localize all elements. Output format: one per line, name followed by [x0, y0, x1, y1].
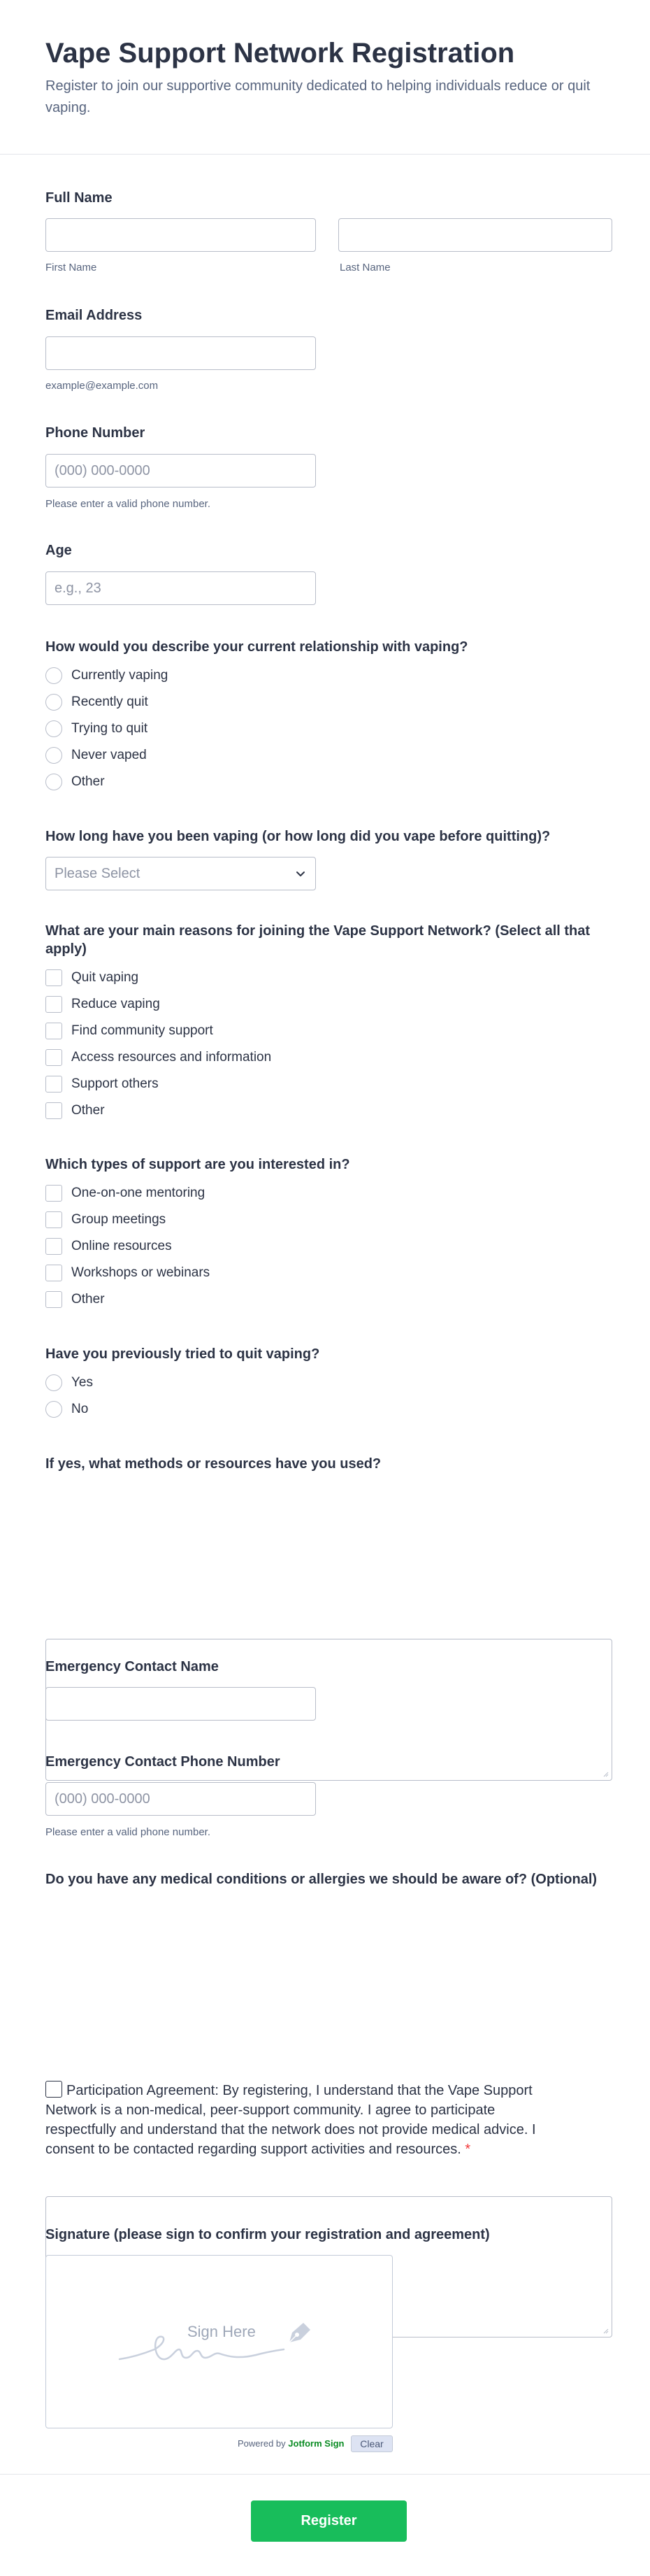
signature-clear-button[interactable]: Clear: [351, 2435, 393, 2452]
checkbox[interactable]: [45, 1211, 62, 1228]
form-header: [0, 0, 650, 155]
emergency-name-input[interactable]: [45, 1687, 316, 1721]
checkbox[interactable]: [45, 1076, 62, 1093]
checkbox[interactable]: [45, 1238, 62, 1255]
powered-prefix: Powered by: [238, 2438, 286, 2449]
powered-by: [238, 2438, 344, 2449]
option-label: Workshops or webinars: [71, 1265, 210, 1280]
checkbox[interactable]: [45, 1049, 62, 1066]
radio-button[interactable]: [45, 667, 62, 684]
resize-grip-icon[interactable]: [602, 2327, 609, 2334]
emergency-phone-input[interactable]: [45, 1782, 316, 1816]
first-name-sublabel: First Name: [45, 262, 97, 273]
reasons-label: What are your main reasons for joining the Vape Support Network? (Select all that apply): [45, 923, 591, 957]
option-label: Yes: [71, 1375, 93, 1390]
resize-grip-icon[interactable]: [602, 1770, 609, 1777]
jotform-sign-logo: Jotform Sign: [288, 2438, 345, 2449]
tried-quit-options: [45, 1369, 93, 1423]
option-label: Recently quit: [71, 695, 148, 709]
radio-option[interactable]: [45, 1369, 93, 1396]
emergency-name-label: Emergency Contact Name: [45, 1659, 219, 1674]
tried-quit-label: Have you previously tried to quit vaping?: [45, 1346, 320, 1362]
radio-button[interactable]: [45, 694, 62, 711]
footer-divider: [0, 2474, 650, 2475]
radio-option[interactable]: [45, 689, 168, 716]
phone-placeholder: (000) 000-0000: [55, 462, 150, 478]
signature-label: Signature (please sign to confirm your registration and agreement): [45, 2227, 490, 2242]
checkbox[interactable]: [45, 1023, 62, 1039]
age-label: Age: [45, 543, 72, 558]
form-subtitle: Register to join our supportive community dedicated to helping individuals reduce or quit vaping.: [45, 78, 591, 115]
relationship-label: How would you describe your current relationship with vaping?: [45, 639, 468, 655]
phone-label: Phone Number: [45, 425, 145, 441]
email-input[interactable]: [45, 336, 316, 370]
emergency-phone-placeholder: (000) 000-0000: [55, 1791, 150, 1807]
checkbox-option[interactable]: [45, 965, 271, 991]
option-label: Other: [71, 1103, 105, 1118]
checkbox-option[interactable]: [45, 1260, 210, 1286]
checkbox-option[interactable]: [45, 1286, 210, 1313]
option-label: Other: [71, 1292, 105, 1307]
radio-option[interactable]: [45, 716, 168, 742]
checkbox-option[interactable]: [45, 1097, 271, 1124]
form-title: Vape Support Network Registration: [45, 38, 515, 69]
support-types-options: [45, 1180, 210, 1313]
checkbox-option[interactable]: [45, 1233, 210, 1260]
relationship-options: [45, 662, 168, 795]
checkbox[interactable]: [45, 1185, 62, 1202]
radio-button[interactable]: [45, 747, 62, 764]
last-name-input[interactable]: [338, 218, 612, 252]
last-name-sublabel: Last Name: [340, 262, 391, 273]
option-label: Find community support: [71, 1023, 213, 1038]
option-label: No: [71, 1402, 89, 1416]
option-label: Currently vaping: [71, 668, 168, 683]
radio-button[interactable]: [45, 774, 62, 790]
option-label: Trying to quit: [71, 721, 148, 736]
phone-sublabel: Please enter a valid phone number.: [45, 498, 210, 510]
option-label: Group meetings: [71, 1212, 166, 1227]
emergency-phone-label: Emergency Contact Phone Number: [45, 1754, 280, 1770]
checkbox[interactable]: [45, 1265, 62, 1281]
option-label: Quit vaping: [71, 970, 139, 985]
medical-label: Do you have any medical conditions or allergies we should be aware of? (Optional): [45, 1872, 598, 1887]
checkbox-option[interactable]: [45, 1180, 210, 1207]
checkbox-option[interactable]: [45, 1071, 271, 1097]
duration-label: How long have you been vaping (or how long did you vape before quitting)?: [45, 829, 551, 844]
radio-option[interactable]: [45, 742, 168, 769]
checkbox[interactable]: [45, 996, 62, 1013]
email-label: Email Address: [45, 308, 143, 323]
radio-button[interactable]: [45, 1374, 62, 1391]
option-label: Never vaped: [71, 748, 147, 762]
checkbox-option[interactable]: [45, 1018, 271, 1044]
signature-pad[interactable]: [45, 2255, 393, 2428]
phone-input[interactable]: [45, 454, 316, 488]
signature-hint: Sign Here: [187, 2323, 256, 2340]
agreement-checkbox[interactable]: [45, 2081, 62, 2098]
radio-option[interactable]: [45, 662, 168, 689]
duration-selected: Please Select: [55, 865, 140, 881]
methods-label: If yes, what methods or resources have you used?: [45, 1456, 382, 1472]
option-label: Access resources and information: [71, 1050, 272, 1065]
agreement-text: Participation Agreement: By registering, I understand that the Vape Support Network is a non-medical, peer-support community. I agree to participate respectfully and understand that the network does not provide medical advice. I consent to be contacted regarding support activities and resources.: [45, 2083, 536, 2157]
checkbox[interactable]: [45, 1291, 62, 1308]
support-types-label: Which types of support are you interested in?: [45, 1157, 350, 1172]
age-placeholder: e.g., 23: [55, 580, 101, 596]
first-name-input[interactable]: [45, 218, 316, 252]
age-input[interactable]: [45, 571, 316, 605]
option-label: Support others: [71, 1076, 159, 1091]
pen-icon: [285, 2317, 315, 2347]
checkbox-option[interactable]: [45, 991, 271, 1018]
chevron-down-icon: [294, 867, 307, 880]
email-sublabel: example@example.com: [45, 380, 159, 392]
radio-option[interactable]: [45, 769, 168, 795]
required-asterisk: *: [465, 2142, 471, 2157]
reasons-options: [45, 965, 271, 1124]
register-button[interactable]: Register: [251, 2500, 407, 2542]
checkbox[interactable]: [45, 969, 62, 986]
option-label: Online resources: [71, 1239, 172, 1253]
option-label: Other: [71, 774, 105, 789]
option-label: One-on-one mentoring: [71, 1186, 205, 1200]
checkbox-option[interactable]: [45, 1044, 271, 1071]
full-name-label: Full Name: [45, 190, 113, 206]
radio-option[interactable]: [45, 1396, 93, 1423]
option-label: Reduce vaping: [71, 997, 160, 1011]
duration-select[interactable]: [45, 857, 316, 890]
agreement-block: [45, 2081, 549, 2159]
radio-button[interactable]: [45, 720, 62, 737]
emergency-phone-sublabel: Please enter a valid phone number.: [45, 1826, 210, 1838]
checkbox-option[interactable]: [45, 1207, 210, 1233]
radio-button[interactable]: [45, 1401, 62, 1418]
checkbox[interactable]: [45, 1102, 62, 1119]
